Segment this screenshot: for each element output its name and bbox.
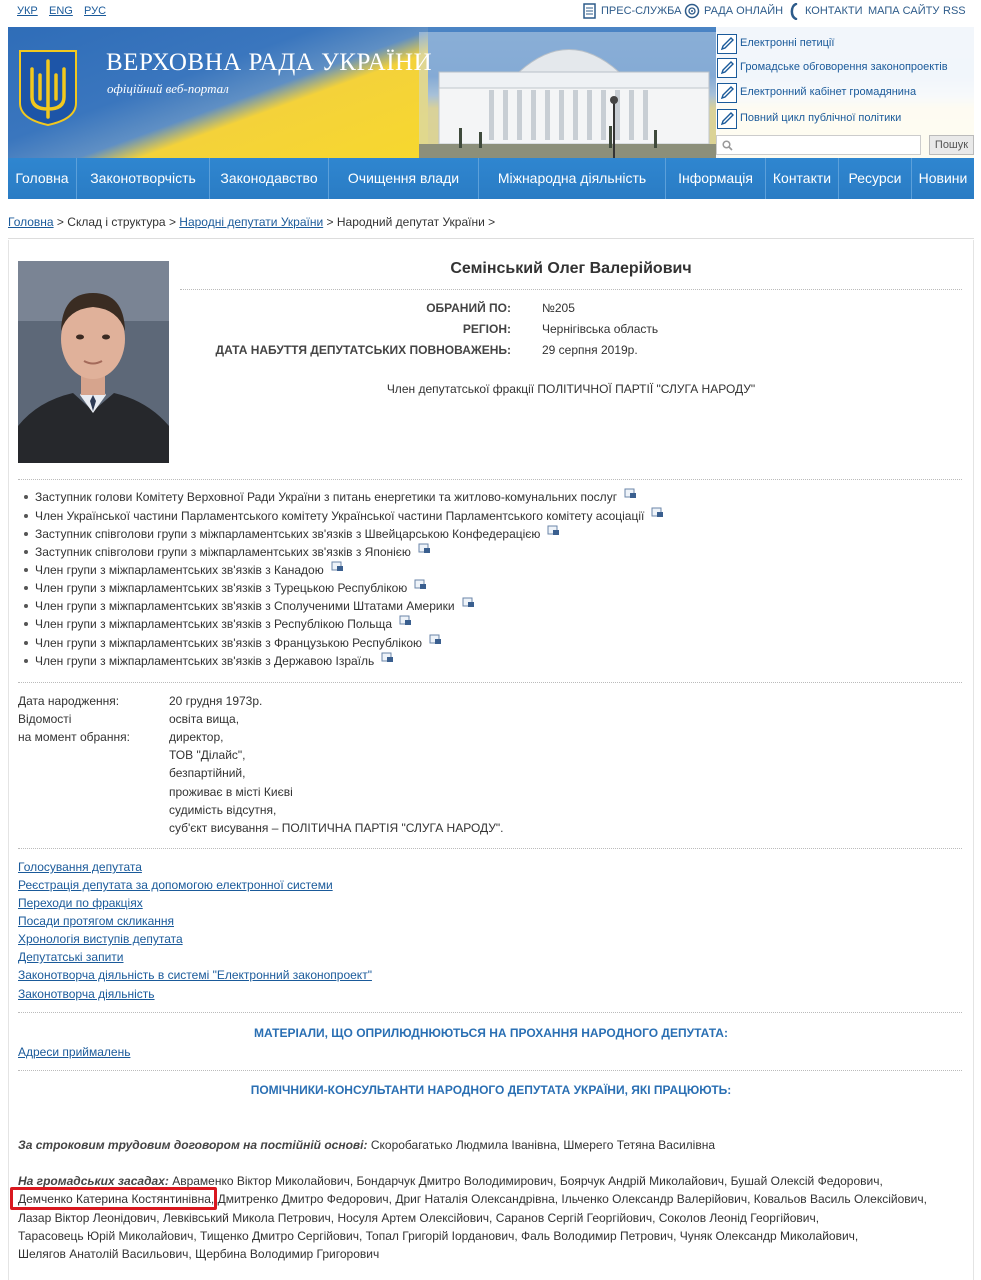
field-label-start-date: ДАТА НАБУТТЯ ДЕПУТАТСЬКИХ ПОВНОВАЖЕНЬ: [215, 343, 511, 357]
breadcrumb-home[interactable]: Головна [8, 215, 54, 229]
position-item: Заступник співголови групи з міжпарламентських зв'язків з Швейцарською Конфедерацією [24, 527, 560, 541]
site-subtitle: офіційний веб-портал [107, 81, 229, 96]
nav-lustration[interactable]: Очищення влади [347, 170, 460, 186]
press-icon [583, 3, 597, 19]
document-icon[interactable] [418, 543, 431, 554]
link-lawmaking[interactable]: Законотворча діяльність [18, 987, 155, 1001]
deputy-name: Семінський Олег Валерійович [450, 260, 692, 277]
lang-ukr-link[interactable]: УКР [17, 5, 38, 17]
lang-eng-link[interactable]: ENG [49, 5, 73, 17]
position-item: Член групи з міжпарламентських зв'язків з Турецькою Республікою [24, 581, 427, 595]
materials-heading: МАТЕРІАЛИ, ЩО ОПРИЛЮДНЮЮТЬСЯ НА ПРОХАННЯ НАРОДНОГО ДЕПУТАТА: [254, 1026, 728, 1040]
nav-lawmaking[interactable]: Законотворчість [90, 170, 196, 186]
assistants-contract: За строковим трудовим договором на постійній основі: Скоробагатько Людмила Іванівна, Шмерего Тетяна Василівна [18, 1138, 715, 1152]
link-speeches[interactable]: Хронологія виступів депутата [18, 932, 183, 946]
info-line: судимість відсутня, [169, 803, 277, 817]
document-icon[interactable] [624, 488, 637, 499]
position-item: Член групи з міжпарламентських зв'язків з Сполученими Штатами Америки [24, 599, 475, 613]
highlighted-assistant-name: Демченко Катерина Костянтинівна, [18, 1192, 215, 1206]
assistants-public-line: Лазар Віктор Леонідович, Левківський Микола Петрович, Носуля Артем Олексійович, Саранов Сергій Георгійович, Соколов Леонід Георгійович, [18, 1211, 820, 1225]
nav-news[interactable]: Новини [918, 170, 968, 186]
assistants-heading: ПОМІЧНИКИ-КОНСУЛЬТАНТИ НАРОДНОГО ДЕПУТАТА УКРАЇНИ, ЯКІ ПРАЦЮЮТЬ: [250, 1083, 732, 1097]
assistants-public-line: Шелягов Анатолій Васильович, Щербина Володимир Григорович [18, 1247, 380, 1261]
document-icon[interactable] [651, 507, 664, 518]
panel-border [8, 240, 9, 1280]
position-item: Член групи з міжпарламентських зв'язків з Канадою [24, 563, 344, 577]
info-line: суб'єкт висування – ПОЛІТИЧНА ПАРТІЯ "СЛУГА НАРОДУ". [169, 821, 504, 835]
edit-icon [717, 109, 737, 129]
info-label: на момент обрання: [18, 730, 130, 744]
edit-icon [717, 58, 737, 78]
breadcrumb: Головна > Склад і структура > Народні депутати України > Народний депутат України > [8, 215, 496, 229]
info-line: ТОВ "Ділайс", [169, 748, 246, 762]
edit-icon [717, 83, 737, 103]
parliament-building-image [419, 32, 719, 158]
press-service-link[interactable]: ПРЕС-СЛУЖБА [601, 5, 682, 17]
quick-links-panel: Електронні петиції Громадське обговорення законопроектів Електронний кабінет громадянина Повний цикл публічної політики Пошук [716, 27, 974, 158]
site-title: ВЕРХОВНА РАДА УКРАЇНИ [106, 49, 433, 76]
position-item: Заступник співголови групи з міжпарламентських зв'язків з Японією [24, 545, 431, 559]
phone-icon [789, 3, 799, 20]
rada-online-link[interactable]: РАДА ОНЛАЙН [704, 5, 784, 17]
document-icon[interactable] [381, 652, 394, 663]
rss-link[interactable]: RSS [943, 5, 966, 17]
breadcrumb-deputies[interactable]: Народні депутати України [179, 215, 324, 229]
panel-border [973, 240, 974, 1280]
link-faction-moves[interactable]: Переходи по фракціях [18, 896, 143, 910]
faction-membership: Член депутатської фракції ПОЛІТИЧНОЇ ПАРТІЇ "СЛУГА НАРОДУ" [386, 382, 756, 396]
link-e-bill[interactable]: Законотворча діяльність в системі "Електронний законопроект" [18, 968, 372, 982]
assistants-public-line: Демченко Катерина Костянтинівна, Дмитренко Дмитро Федорович, Дриг Наталія Олександрівна, Ільченко Олександр Валерійович, Ковальов Василь Олексійович, [18, 1192, 927, 1206]
position-item: Член групи з міжпарламентських зв'язків з Республікою Польща [24, 617, 412, 631]
link-positions[interactable]: Посади протягом скликання [18, 914, 174, 928]
info-label: Відомості [18, 712, 72, 726]
info-line: проживає в місті Києві [169, 785, 293, 799]
highlight-box [10, 1187, 217, 1210]
main-nav [8, 158, 974, 199]
info-line: освіта вища, [169, 712, 240, 726]
nav-international[interactable]: Міжнародна діяльність [497, 170, 647, 186]
deputy-photo [18, 261, 169, 463]
document-icon[interactable] [429, 634, 442, 645]
edit-icon [717, 34, 737, 54]
info-line: безпартійний, [169, 766, 246, 780]
divider [8, 238, 974, 239]
sitemap-link[interactable]: МАПА САЙТУ [868, 5, 940, 17]
field-value-district: №205 [542, 301, 575, 315]
top-bar [0, 0, 981, 24]
site-banner [8, 27, 974, 158]
position-item: Член групи з міжпарламентських зв'язків з Французькою Республікою [24, 636, 442, 650]
divider [18, 848, 962, 849]
info-line: директор, [169, 730, 224, 744]
link-registration[interactable]: Реєстрація депутата за допомогою електронної системи [18, 878, 333, 892]
birth-value: 20 грудня 1973р. [169, 694, 263, 708]
birth-label: Дата народження: [18, 694, 120, 708]
link-requests[interactable]: Депутатські запити [18, 950, 124, 964]
document-icon[interactable] [399, 615, 412, 626]
field-label-district: ОБРАНИЙ ПО: [426, 301, 511, 315]
position-item: Член Української частини Парламентського комітету Української частини Парламентського комітету асоціації [24, 509, 664, 523]
position-item: Заступник голови Комітету Верховної Ради України з питань енергетики та житлово-комунальних послуг [24, 490, 637, 504]
lang-rus-link[interactable]: РУС [84, 5, 107, 17]
search-input[interactable] [716, 135, 921, 155]
trident-emblem-icon [18, 49, 78, 127]
field-label-region: РЕГІОН: [462, 322, 511, 336]
document-icon[interactable] [331, 561, 344, 572]
document-icon[interactable] [414, 579, 427, 590]
broadcast-icon [684, 3, 700, 19]
document-icon[interactable] [462, 597, 475, 608]
nav-information[interactable]: Інформація [678, 170, 753, 186]
breadcrumb-current: Народний депутат України > [336, 215, 496, 229]
search-icon [722, 140, 733, 151]
divider [18, 682, 962, 683]
assistants-public-line: Тарасовець Юрій Миколайович, Тищенко Дмитро Сергійович, Топал Григорій Іорданович, Фаль Володимир Петрович, Чуняк Олександр Миколайович, [18, 1229, 859, 1243]
nav-resources[interactable]: Ресурси [848, 170, 902, 186]
divider [180, 289, 962, 290]
document-icon[interactable] [547, 525, 560, 536]
divider [18, 479, 962, 480]
field-value-region: Чернігівська область [542, 322, 659, 336]
nav-home[interactable]: Головна [15, 170, 69, 186]
divider [18, 1070, 962, 1071]
link-voting[interactable]: Голосування депутата [18, 860, 142, 874]
link-reception-addresses[interactable]: Адреси приймалень [18, 1045, 131, 1059]
divider [18, 1012, 962, 1013]
position-item: Член групи з міжпарламентських зв'язків з Державою Ізраїль [24, 654, 394, 668]
nav-legislation[interactable]: Законодавство [220, 170, 318, 186]
field-value-start-date: 29 серпня 2019р. [542, 343, 638, 357]
breadcrumb-structure: Склад і структура [67, 215, 166, 229]
nav-contacts[interactable]: Контакти [772, 170, 832, 186]
contacts-top-link[interactable]: КОНТАКТИ [805, 5, 863, 17]
assistants-public-line: На громадських засадах: Авраменко Віктор Миколайович, Бондарчук Дмитро Володимирович, Боярчук Андрій Миколайович, Бушай Олексій Федорович, [18, 1174, 883, 1188]
search-button[interactable]: Пошук [929, 135, 974, 155]
